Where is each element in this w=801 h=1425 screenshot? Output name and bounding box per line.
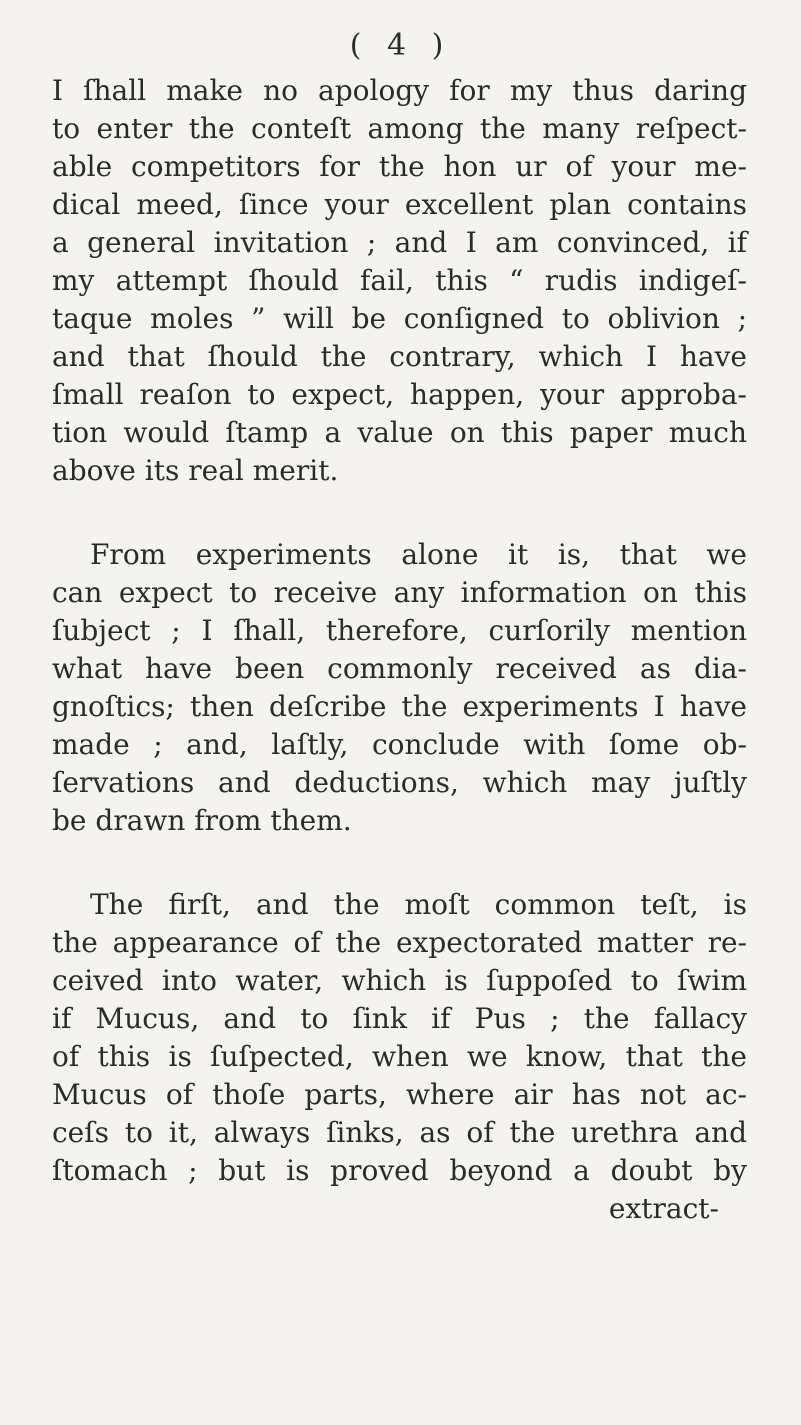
- text-line: From experiments alone it is, that we: [90, 538, 747, 571]
- text-line: Mucus of thoſe parts, where air has not ac-: [52, 1078, 747, 1111]
- text-line: my attempt ſhould fail, this “ rudis indigeſ-: [52, 264, 747, 297]
- page-number: ( 4 ): [349, 28, 452, 63]
- text-line: ſervations and deductions, which may juſtly: [52, 766, 747, 799]
- text-line: ſubject ; I ſhall, therefore, curſorily mention: [52, 614, 747, 647]
- text-line: tion would ſtamp a value on this paper much: [52, 416, 747, 449]
- text-line: above its real merit.: [52, 454, 339, 487]
- text-line: and that ſhould the contrary, which I have: [52, 340, 747, 373]
- text-line: to enter the conteſt among the many reſpect-: [52, 112, 747, 145]
- text-line: ceived into water, which is ſuppoſed to ſwim: [52, 964, 747, 997]
- text-line: ſtomach ; but is proved beyond a doubt by: [52, 1154, 747, 1187]
- body-text: [52, 72, 747, 1228]
- text-line: the appearance of the expectorated matter re-: [52, 926, 747, 959]
- text-line: The firſt, and the moſt common teſt, is: [90, 888, 747, 921]
- text-line: able competitors for the hon ur of your me-: [52, 150, 747, 183]
- text-line: what have been commonly received as dia-: [52, 652, 747, 685]
- text-line: of this is ſuſpected, when we know, that the: [52, 1040, 747, 1073]
- text-line: be drawn from them.: [52, 804, 352, 837]
- text-line: gnoſtics; then deſcribe the experiments I have: [52, 690, 747, 723]
- text-line: a general invitation ; and I am convinced, if: [52, 226, 747, 259]
- text-line: ceſs to it, always ſinks, as of the urethra and: [52, 1116, 747, 1149]
- paragraph: [52, 536, 747, 840]
- text-line: made ; and, laſtly, conclude with ſome ob-: [52, 728, 747, 761]
- text-line: I ſhall make no apology for my thus daring: [52, 74, 747, 107]
- text-line: can expect to receive any information on this: [52, 576, 747, 609]
- catchword: extract-: [608, 1192, 719, 1225]
- paragraph: [52, 72, 747, 490]
- text-line: if Mucus, and to ſink if Pus ; the fallacy: [52, 1002, 747, 1035]
- text-line: taque moles ” will be conſigned to oblivion ;: [52, 302, 747, 335]
- text-line: ſmall reaſon to expect, happen, your approba-: [52, 378, 747, 411]
- text-line: dical meed, ſince your excellent plan contains: [52, 188, 747, 221]
- paragraph: [52, 886, 747, 1190]
